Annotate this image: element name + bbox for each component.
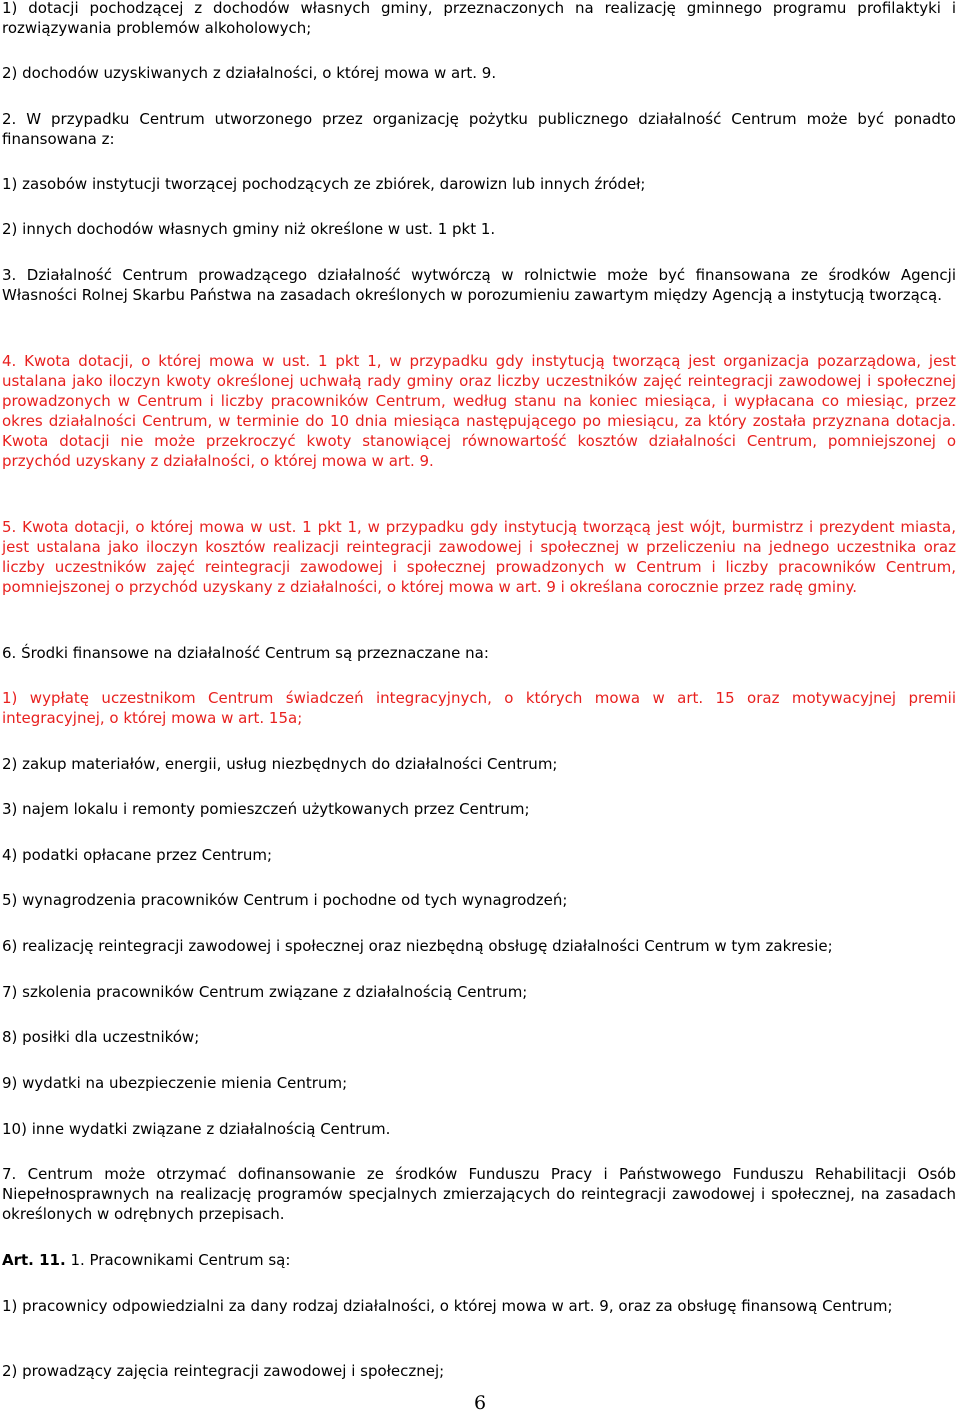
paragraph-6-5: 5) wynagrodzenia pracowników Centrum i pochodne od tych wynagrodzeń; <box>2 891 568 909</box>
paragraph-5: 5. Kwota dotacji, o której mowa w ust. 1 pkt 1, w przypadku gdy instytucją tworzącą jest wójt, burmistrz i prezydent miasta, jest ustalana jako iloczyn kosztów realizacji reintegracji zawodowej i społecznej w przeliczeniu na jednego uczestnika oraz liczby uczestników zajęć reintegracji zawodowej i społecznej prowadzonych w Centrum i liczby pracowników Centrum, pomniejszonej o przychód uzyskany z działalności, o której mowa w art. 9 i określana corocznie przez radę gminy. <box>2 518 956 596</box>
paragraph-2-2: 2) innych dochodów własnych gminy niż określone w ust. 1 pkt 1. <box>2 220 496 238</box>
article-11-heading <box>2 1250 956 1270</box>
paragraph-6: 6. Środki finansowe na działalność Centrum są przeznaczane na: <box>2 644 489 662</box>
paragraph-6-8: 8) posiłki dla uczestników; <box>2 1028 200 1046</box>
article-11-item-2: 2) prowadzący zajęcia reintegracji zawodowej i społecznej; <box>2 1362 445 1380</box>
paragraph-6-4: 4) podatki opłacane przez Centrum; <box>2 846 273 864</box>
paragraph-1-1: 1) dotacji pochodzącej z dochodów własnych gminy, przeznaczonych na realizację gminnego programu profilaktyki i rozwiązywania problemów alkoholowych; <box>2 0 956 37</box>
paragraph-7: 7. Centrum może otrzymać dofinansowanie ze środków Funduszu Pracy i Państwowego Funduszu Rehabilitacji Osób Niepełnosprawnych na realizację programów specjalnych zmierzających do reintegracji zawodowej i społecznej, na zasadach określonych w odrębnych przepisach. <box>2 1165 956 1223</box>
paragraph-6-1: 1) wypłatę uczestnikom Centrum świadczeń integracyjnych, o których mowa w art. 15 oraz motywacyjnej premii integracyjnej, o której mowa w art. 15a; <box>2 689 956 727</box>
paragraph-6-10: 10) inne wydatki związane z działalnością Centrum. <box>2 1120 391 1138</box>
paragraph-6-9: 9) wydatki na ubezpieczenie mienia Centrum; <box>2 1074 348 1092</box>
paragraph-2: 2. W przypadku Centrum utworzonego przez organizację pożytku publicznego działalność Centrum może być ponadto finansowana z: <box>2 110 956 148</box>
paragraph-2-1: 1) zasobów instytucji tworzącej pochodzących ze zbiórek, darowizn lub innych źródeł; <box>2 175 646 193</box>
paragraph-3: 3. Działalność Centrum prowadzącego działalność wytwórczą w rolnictwie może być finansowana ze środków Agencji Własności Rolnej Skarbu Państwa na zasadach określonych w porozumieniu zawartym między Agencją a instytucją tworzącą. <box>2 266 956 304</box>
article-number: Art. 11. <box>2 1251 66 1269</box>
page-number: 6 <box>473 1392 487 1414</box>
paragraph-1-2: 2) dochodów uzyskiwanych z działalności, o której mowa w art. 9. <box>2 64 497 82</box>
paragraph-6-2: 2) zakup materiałów, energii, usług niezbędnych do działalności Centrum; <box>2 755 558 773</box>
paragraph-6-6: 6) realizację reintegracji zawodowej i społecznej oraz niezbędną obsługę działalności Centrum w tym zakresie; <box>2 937 833 955</box>
article-11-intro: 1. Pracownikami Centrum są: <box>65 1251 291 1269</box>
paragraph-6-3: 3) najem lokalu i remonty pomieszczeń użytkowanych przez Centrum; <box>2 800 530 818</box>
article-11-item-1: 1) pracownicy odpowiedzialni za dany rodzaj działalności, o której mowa w art. 9, oraz za obsługę finansową Centrum; <box>2 1297 893 1315</box>
paragraph-4: 4. Kwota dotacji, o której mowa w ust. 1 pkt 1, w przypadku gdy instytucją tworzącą jest organizacja pozarządowa, jest ustalana jako iloczyn kwoty określonej uchwałą rady gminy oraz liczby uczestników zajęć reintegracji zawodowej i społecznej prowadzonych w Centrum i liczby pracowników Centrum, według stanu na koniec miesiąca, i wypłacana co miesiąc, przez okres działalności Centrum, w terminie do 10 dnia miesiąca następującego po miesiącu, za który została przyznana dotacja. Kwota dotacji nie może przekroczyć kwoty stanowiącej równowartość kosztów działalności Centrum, pomniejszonej o przychód uzyskany z działalności, o której mowa w art. 9. <box>2 352 956 470</box>
paragraph-6-7: 7) szkolenia pracowników Centrum związane z działalnością Centrum; <box>2 983 528 1001</box>
